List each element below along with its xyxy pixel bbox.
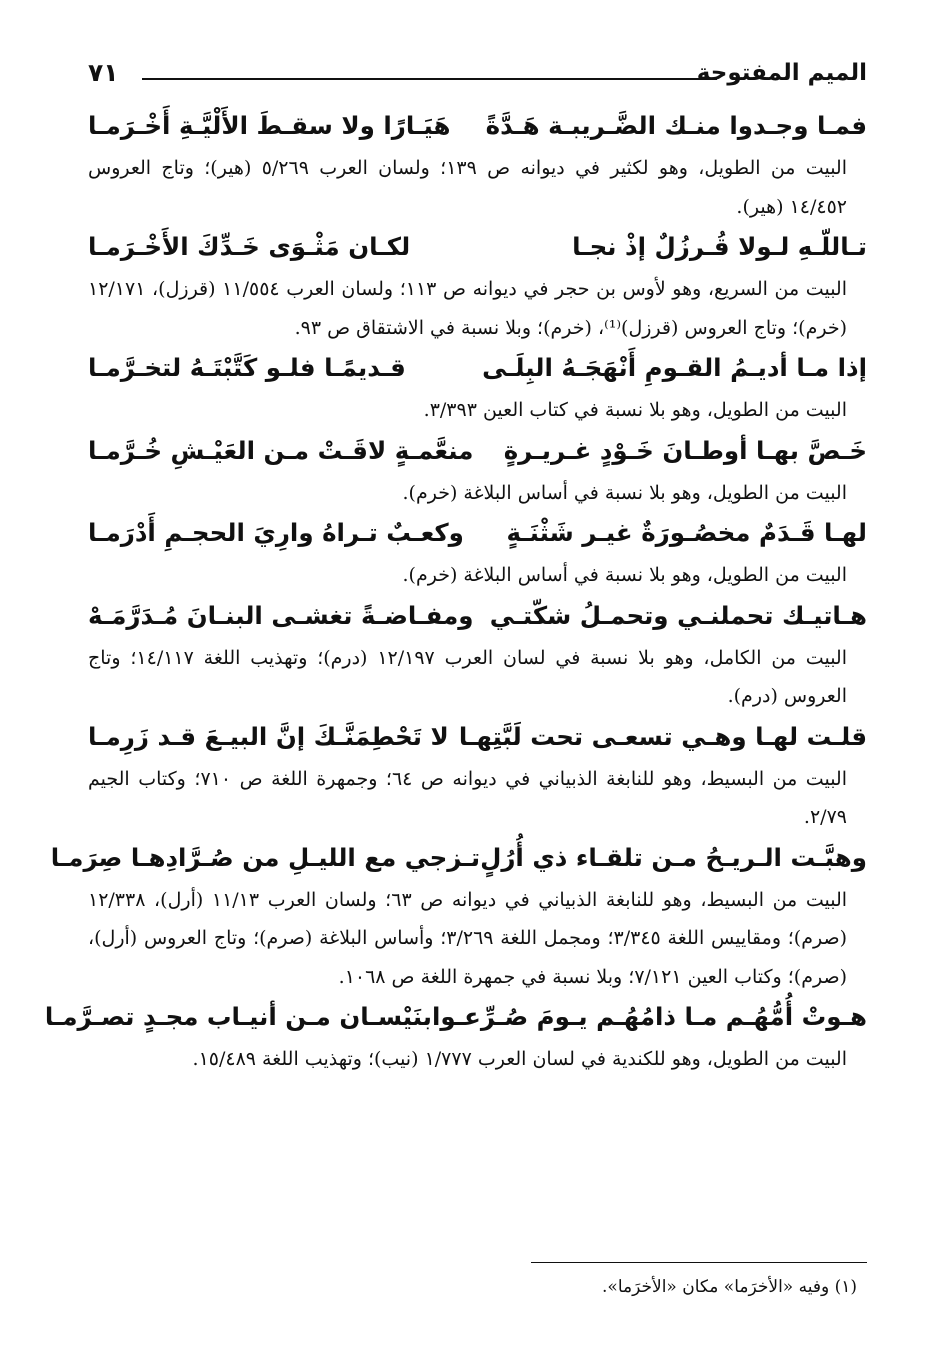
verse-second-hemistich: ومفـاضـةً تغشـى البنـانَ مُـدَرَّمَـهْ: [88, 600, 474, 630]
verse-source-note: البيت من البسيط، وهو للنابغة الذبياني في ديوانه ص ٦٣؛ ولسان العرب ١١/١٣ (أرل)، ١٢/٣٣٨ (صرم)؛ ومقاييس اللغة ٣/٣٤٥؛ ومجمل اللغة ٣/٢٦٩؛ وأساس البلاغة (صرم)؛ وتاج العروس (أرل)، (صرم)؛ وكتاب العين ٧/١٢١؛ وبلا نسبة في جمهرة اللغة ص ١٠٦٨.: [88, 888, 848, 988]
verse-entry: [88, 716, 867, 837]
verse-second-hemistich: لا تَحْطِمَنَّـكَ إنَّ البيـعَ قـد زَرِمـا: [88, 721, 449, 751]
verse-second-hemistich: بنَيْسـان مـن أنيـاب مجـدٍ تصـرَّمـا: [44, 1002, 432, 1031]
verse-source-note: البيت من الطويل، وهو بلا نسبة في أساس البلاغة (خرم).: [402, 564, 847, 586]
verse-first-hemistich: هـوتْ أُمُّهُـم مـا ذامُهُـم يـومَ صُـرِّعـوا: [431, 1002, 867, 1031]
verse-entry: [88, 595, 867, 716]
verse-line: [88, 595, 867, 639]
page-header: [88, 58, 867, 98]
verse-entry: [88, 347, 867, 430]
header-rule: [142, 78, 717, 80]
verse-second-hemistich: هَيَـارًا ولا سقـطَ الأَلْيَّـةِ أَخْـرَمـا: [88, 111, 451, 140]
verse-source-note: البيت من الطويل، وهو بلا نسبة في كتاب العين ٣/٣٩٣.: [423, 399, 847, 421]
verse-first-hemistich: تـاللّـهِ لـولا قُـرزُلٌ إذْ نجـا: [572, 232, 867, 261]
verse-source-note: البيت من الطويل، وهو بلا نسبة في أساس البلاغة (خرم).: [402, 481, 847, 504]
verse-second-hemistich: تـزجي مع الليـلِ من صُـرَّادِهـا صِرَمـا: [50, 842, 481, 872]
verse-source-note: البيت من الطويل، وهو للكندية في لسان العرب ١/٧٧٧ (نيب)؛ وتهذيب اللغة ١٥/٤٨٩.: [192, 1048, 847, 1070]
verse-first-hemistich: لهـا قَـدَمٌ مخصُـورَةٌ غيـر شَثْنَـةٍ: [506, 518, 867, 547]
verse-source-note: البيت من الكامل، وهو بلا نسبة في لسان العرب ١٢/١٩٧ (درم)؛ وتهذيب اللغة ١٤/١١٧؛ وتاج العروس (درم).: [88, 646, 847, 707]
page-body: [44, 105, 867, 1079]
verse-second-hemistich: وكعـبٌ تـراهُ وارِيَ الحجـمِ أَدْرَمـا: [88, 518, 464, 547]
verse-first-hemistich: إذا مـا أديـمُ القـومِ أَنْهَجَـهُ البِلَـى: [482, 353, 867, 382]
verse-line: [88, 105, 867, 149]
verse-source-note: البيت من السريع، وهو لأوس بن حجر في ديوانه ص ١١٣؛ ولسان العرب ١١/٥٥٤ (قرزل)، ١٢/١٧١ (خرم)؛ وتاج العروس (قرزل)⁽¹⁾، (خرم)؛ وبلا نسبة في الاشتقاق ص ٩٣.: [88, 278, 848, 339]
running-title: الميم المفتوحة: [696, 60, 867, 86]
verse-entry: [88, 226, 867, 347]
verse-second-hemistich: لكـان مَثْـوَى خَـدِّكَ الأَخْـرَمـا: [88, 232, 411, 261]
footnote-rule: [531, 1262, 867, 1263]
verse-source-note: البيت من الطويل، وهو لكثير في ديوانه ص ١٣٩؛ ولسان العرب ٥/٢٦٩ (هير)؛ وتاج العروس ١٤/٤٥٢ (هير).: [88, 157, 847, 218]
verse-line: [88, 430, 867, 474]
footnote: (١) وفيه «الأخرَما» مكان «الأخرَما».: [602, 1277, 857, 1297]
verse-second-hemistich: منعَّمـةٍ لاقَـتْ مـن العَيْـشِ خُـرَّمـا: [88, 435, 474, 465]
verse-entry: [88, 430, 867, 513]
verse-first-hemistich: قلـت لهـا وهـي تسعـى تحت لَبَّتِهـا: [458, 721, 867, 751]
verse-second-hemistich: قـديمًـا فلـو كَتَّبْتَـهُ لتخـرَّمـا: [88, 353, 406, 382]
page-number: ٧١: [88, 58, 119, 87]
verse-entry: [88, 105, 867, 226]
verse-entry: [50, 837, 867, 997]
verse-line: [88, 512, 867, 556]
verse-first-hemistich: فمـا وجـدوا منـك الضَّـريبـة هَـدَّةً: [485, 111, 867, 140]
verse-line: [88, 716, 867, 760]
verse-line: [88, 347, 867, 391]
verse-line: [50, 837, 867, 881]
verse-entry: [88, 512, 867, 595]
verse-line: [88, 226, 867, 270]
verse-first-hemistich: هـاتيـك تحملنـي وتحمـلُ شكّتـي: [489, 600, 867, 630]
verse-source-note: البيت من البسيط، وهو للنابغة الذبياني في ديوانه ص ٦٤؛ وجمهرة اللغة ص ٧١٠؛ وكتاب الجيم ٢/٧٩.: [88, 767, 847, 828]
verse-first-hemistich: خَـصَّ بهـا أوطـانَ خَـوْدٍ غـريـرةٍ: [503, 435, 867, 465]
verse-line: [44, 996, 867, 1040]
verse-first-hemistich: وهبَّـت الـريـحُ مـن تلقـاء ذي أُرُلٍ: [480, 842, 867, 872]
verse-entry: [44, 996, 867, 1079]
